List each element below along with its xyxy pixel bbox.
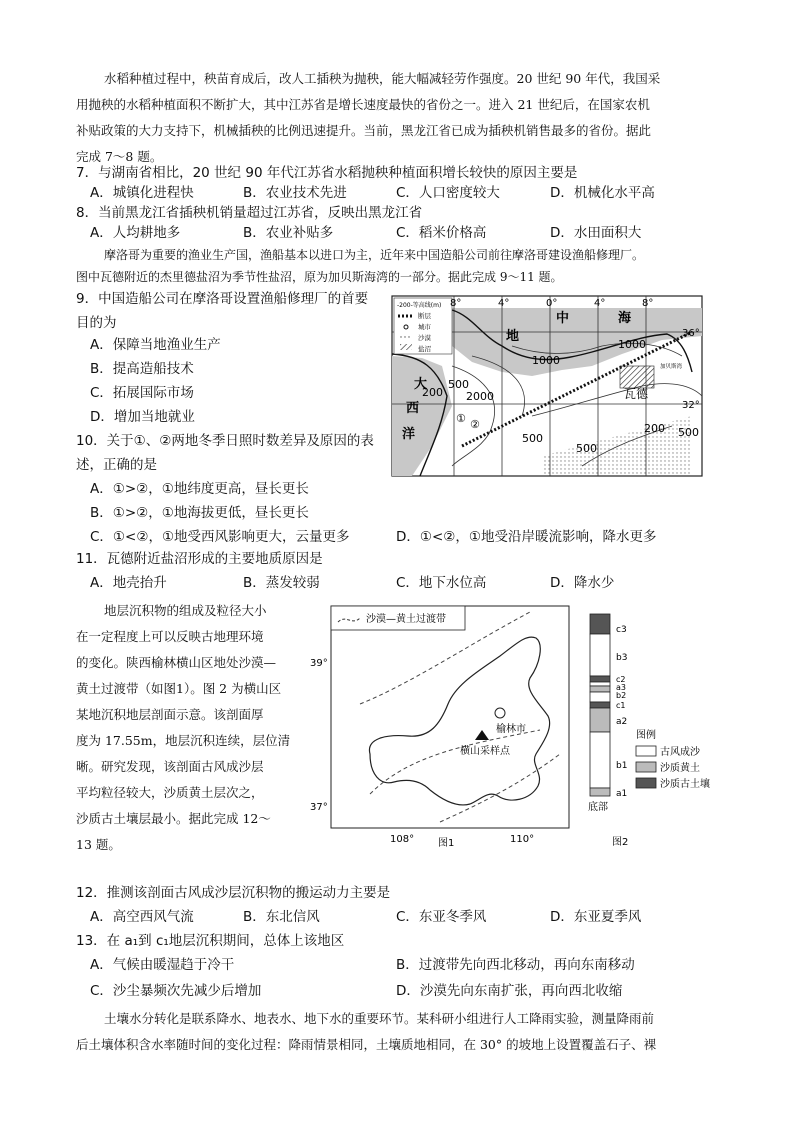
- map1-lon-label: 4°: [498, 298, 510, 309]
- map1-point-label: ①: [456, 412, 466, 425]
- q8-option-a[interactable]: A．人均耕地多: [90, 225, 181, 241]
- map2-lat-label: 37°: [310, 802, 328, 813]
- q12-option-c[interactable]: C．东亚冬季风: [396, 909, 487, 925]
- profile-legend-item: 沙质黄土: [660, 763, 700, 774]
- map1-legend-desert: 沙漠: [418, 334, 431, 342]
- q13-option-c[interactable]: C．沙尘暴频次先减少后增加: [90, 983, 262, 999]
- q11-stem: 11．瓦德附近盐沼形成的主要地质原因是: [76, 551, 323, 567]
- q11-option-d[interactable]: D．降水少: [550, 575, 615, 591]
- profile-layer-label: c3: [616, 625, 627, 635]
- map1-contour-label: 500: [678, 426, 699, 439]
- strata-profile: [584, 610, 724, 850]
- map2-legend: 沙漠—黄土过渡带: [366, 614, 446, 625]
- passage3-line: 的变化。陕西榆林横山区地处沙漠—: [76, 655, 277, 670]
- passage3-line: 地层沉积物的组成及粒径大小: [104, 603, 267, 618]
- profile-layer-label: b2: [616, 691, 627, 700]
- map1-contour-label: 200: [422, 386, 443, 399]
- q13-option-b[interactable]: B．过渡带先向西北移动，再向东南移动: [396, 957, 635, 973]
- q9-option-b[interactable]: B．提高造船技术: [90, 361, 194, 377]
- map1-contour-label: 2000: [466, 390, 494, 403]
- map1-lon-label: 0°: [546, 298, 558, 309]
- map1-contour-label: 500: [448, 378, 469, 391]
- q11-option-b[interactable]: B．蒸发较弱: [243, 575, 320, 591]
- map1-place-label: 加贝斯湾: [660, 364, 683, 370]
- passage4-line1: 土壤水分转化是联系降水、地表水、地下水的重要环节。某科研小组进行人工降雨实验，测量降雨前: [104, 1011, 655, 1026]
- profile-layer-label: a2: [616, 717, 628, 727]
- map1-place-label: 洋: [402, 427, 416, 442]
- map2-lon-label: 108°: [390, 834, 415, 845]
- q12-option-d[interactable]: D．东亚夏季风: [550, 909, 642, 925]
- profile-caption: 图2: [612, 837, 629, 848]
- map2-city-label: 榆林市: [496, 724, 526, 735]
- q13-stem: 13．在 a₁到 c₁地层沉积期间，总体上该地区: [76, 933, 345, 949]
- profile-layer-label: c1: [616, 701, 626, 710]
- map2-lon-label: 110°: [510, 834, 535, 845]
- map2-sample-label: 横山采样点: [460, 746, 510, 757]
- passage1-line4: 完成 7～8 题。: [76, 149, 163, 164]
- map1-lon-label: 8°: [450, 298, 462, 309]
- passage4-line2: 后土壤体积含水率随时间的变化过程：降雨情景相同，土壤质地相同，在 30° 的坡地上设置覆盖石子、裸: [76, 1037, 657, 1052]
- map2-lat-label: 39°: [310, 658, 328, 669]
- q9-option-d[interactable]: D．增加当地就业: [90, 409, 195, 425]
- north-africa-map: [392, 296, 704, 478]
- q13-option-a[interactable]: A．气候由暖湿趋于冷干: [90, 957, 235, 973]
- passage3-line: 平均粒径较大，沙质黄土层次之，: [76, 785, 264, 800]
- profile-layer-label: c2: [616, 675, 626, 684]
- q11-option-c[interactable]: C．地下水位高: [396, 575, 487, 591]
- q8-option-b[interactable]: B．农业补贴多: [243, 225, 334, 241]
- map1-contour-label: 200: [644, 422, 665, 435]
- passage3-line: 晰。研究发现，该剖面古风成沙层: [76, 759, 264, 774]
- map1-contour-label: 500: [576, 442, 597, 455]
- profile-legend-title: 图例: [636, 730, 656, 741]
- map1-place-label: 海: [618, 311, 632, 326]
- map1-legend-fault: 断层: [418, 312, 431, 320]
- profile-layer-label: a1: [616, 789, 628, 799]
- profile-legend-item: 古风成沙: [660, 747, 700, 758]
- map1-lat-label: 32°: [682, 400, 700, 411]
- q9-stem-line2: 目的为: [76, 315, 117, 331]
- q7-option-c[interactable]: C．人口密度较大: [396, 185, 500, 201]
- passage3-line: 度为 17.55m，地层沉积连续，层位清: [76, 733, 291, 748]
- q10-option-d[interactable]: D．①<②，①地受沿岸暖流影响，降水更多: [396, 529, 657, 545]
- q9-option-c[interactable]: C．拓展国际市场: [90, 385, 194, 401]
- map1-place-label: 大: [414, 377, 428, 392]
- q12-option-b[interactable]: B．东北信风: [243, 909, 320, 925]
- map1-contour-label: 1000: [532, 354, 560, 367]
- map1-place-label: 中: [556, 311, 570, 326]
- passage2-line2: 图中瓦德附近的杰里德盐沼为季节性盐沼，原为加贝斯海湾的一部分。据此完成 9～11 题。: [76, 270, 563, 284]
- map1-point-label: ②: [470, 418, 480, 431]
- map1-place-label: 地: [506, 329, 520, 344]
- passage3-line: 沙质古土壤层最小。据此完成 12～: [76, 811, 271, 826]
- passage3-line: 13 题。: [76, 837, 121, 852]
- map1-contour-label: 1000: [618, 338, 646, 351]
- profile-bottom-label: 底部: [588, 802, 608, 813]
- passage3-line: 在一定程度上可以反映古地理环境: [76, 629, 264, 644]
- passage1-line1: 水稻种植过程中，秧苗育成后，改人工插秧为抛秧，能大幅减轻劳作强度。20 世纪 90 年代，我国采: [104, 71, 661, 86]
- map1-contour-label: 500: [522, 432, 543, 445]
- q12-stem: 12．推测该剖面古风成沙层沉积物的搬运动力主要是: [76, 885, 391, 901]
- map1-place-label: 西: [406, 401, 420, 416]
- q7-stem: 7．与湖南省相比，20 世纪 90 年代江苏省水稻抛秧种植面积增长较快的原因主要是: [76, 165, 578, 181]
- map1-place-label: 瓦德: [624, 387, 649, 401]
- passage3-line: 某地沉积地层剖面示意。该剖面厚: [76, 707, 264, 722]
- map1-legend-contour: -200-等高线(m): [397, 302, 442, 309]
- q10-option-b[interactable]: B．①>②，①地海拔更低，昼长更长: [90, 505, 309, 521]
- profile-legend-item: 沙质古土壤: [660, 779, 710, 790]
- passage1-line2: 用抛秧的水稻种植面积不断扩大，其中江苏省是增长速度最快的省份之一。进入 21 世纪后，在国家农机: [76, 97, 650, 112]
- q12-option-a[interactable]: A．高空西风气流: [90, 909, 194, 925]
- profile-layer-label: a3: [616, 683, 626, 692]
- q11-option-a[interactable]: A．地壳抬升: [90, 575, 167, 591]
- q10-stem-line1: 10．关于①、②两地冬季日照时数差异及原因的表: [76, 433, 374, 449]
- q9-option-a[interactable]: A．保障当地渔业生产: [90, 337, 221, 353]
- q13-option-d[interactable]: D．沙漠先向东南扩张，再向西北收缩: [396, 983, 623, 999]
- passage1-line3: 补贴政策的大力支持下，机械插秧的比例迅速提升。当前，黑龙江省已成为插秧机销售最多的省份。据此: [76, 123, 652, 138]
- yulin-map: [310, 604, 580, 852]
- map2-caption: 图1: [438, 838, 455, 849]
- q8-stem: 8．当前黑龙江省插秧机销量超过江苏省，反映出黑龙江省: [76, 205, 423, 221]
- profile-layer-label: b3: [616, 653, 628, 663]
- map1-lat-label: 36°: [682, 328, 700, 339]
- map1-legend-salt-marsh: 盐沼: [418, 345, 431, 353]
- q10-option-a[interactable]: A．①>②，①地纬度更高，昼长更长: [90, 481, 309, 497]
- q7-option-d[interactable]: D．机械化水平高: [550, 185, 655, 201]
- map1-lon-label: 4°: [594, 298, 606, 309]
- passage2-line1: 摩洛哥为重要的渔业生产国，渔船基本以进口为主，近年来中国造船公司前往摩洛哥建设渔船修理厂。: [104, 248, 645, 262]
- q10-option-c[interactable]: C．①<②，①地受西风影响更大，云量更多: [90, 529, 350, 545]
- q7-option-a[interactable]: A．城镇化进程快: [90, 185, 194, 201]
- map1-legend-city: 城市: [418, 323, 431, 331]
- passage3-line: 黄土过渡带（如图1）。图 2 为横山区: [76, 681, 282, 696]
- profile-layer-label: b1: [616, 761, 628, 771]
- q8-option-c[interactable]: C．稻米价格高: [396, 225, 487, 241]
- q8-option-d[interactable]: D．水田面积大: [550, 225, 642, 241]
- map1-lon-label: 8°: [642, 298, 654, 309]
- q10-stem-line2: 述，正确的是: [76, 457, 157, 473]
- q9-stem-line1: 9．中国造船公司在摩洛哥设置渔船修理厂的首要: [76, 291, 369, 307]
- q7-option-b[interactable]: B．农业技术先进: [243, 185, 347, 201]
